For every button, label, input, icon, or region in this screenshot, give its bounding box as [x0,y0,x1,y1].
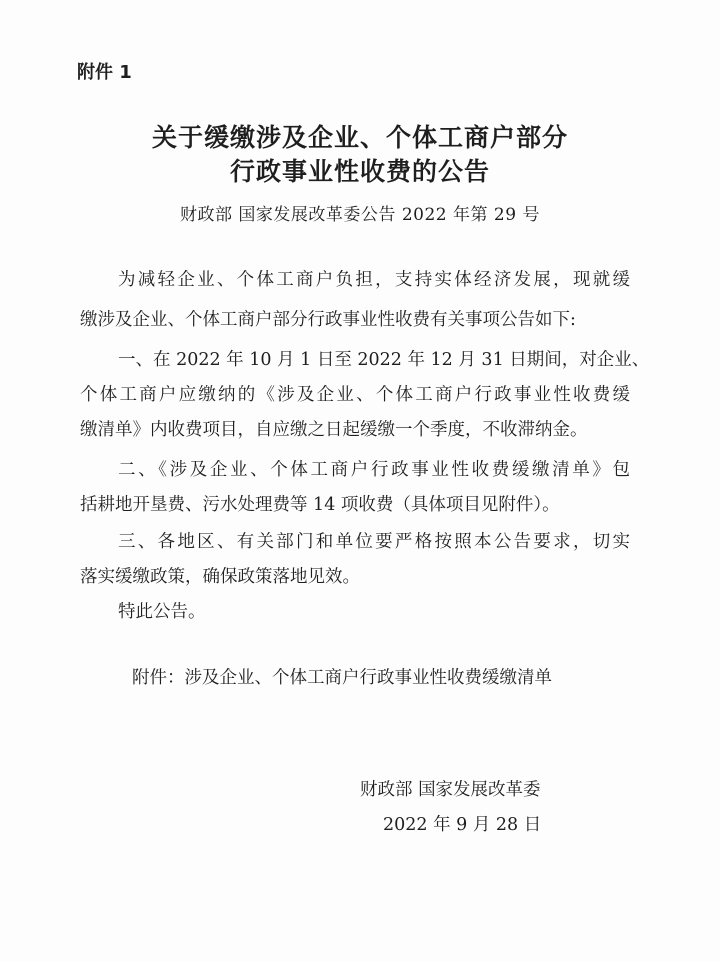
closing-statement: 特此公告。 [118,602,206,622]
paragraph-1-line-1: 为减轻企业、个体工商户负担，支持实体经济发展，现就缓 [118,270,630,290]
paragraph-2-line-1: 一、在 2022 年 10 月 1 日至 2022 年 12 月 31 日期间，对企业、 [118,350,650,370]
document-title-line-1: 关于缓缴涉及企业、个体工商户部分 [151,123,568,152]
paragraph-4-line-2: 落实缓缴政策，确保政策落地见效。 [80,567,360,587]
signature-date: 2022 年 9 月 28 日 [383,815,542,835]
signature-issuers: 财政部 国家发展改革委 [360,780,541,800]
paragraph-3-line-1: 二、《涉及企业、个体工商户行政事业性收费缓缴清单》包 [118,460,630,480]
attachment-note: 附件：涉及企业、个体工商户行政事业性收费缓缴清单 [132,668,552,688]
document-title-line-2: 行政事业性收费的公告 [229,157,490,186]
paragraph-4-line-1: 三、各地区、有关部门和单位要严格按照本公告要求，切实 [118,532,630,552]
paragraph-3-line-2: 括耕地开垦费、污水处理费等 14 项收费（具体项目见附件）。 [80,495,560,515]
attachment-label: 附件 1 [77,62,132,83]
issuer-document-number: 财政部 国家发展改革委公告 2022 年第 29 号 [180,205,540,225]
paragraph-2-line-2: 个体工商户应缴纳的《涉及企业、个体工商户行政事业性收费缓 [80,385,630,405]
paragraph-1-line-2: 缴涉及企业、个体工商户部分行政事业性收费有关事项公告如下: [80,310,576,330]
paragraph-2-line-3: 缴清单》内收费项目，自应缴之日起缓缴一个季度，不收滞纳金。 [80,420,588,440]
